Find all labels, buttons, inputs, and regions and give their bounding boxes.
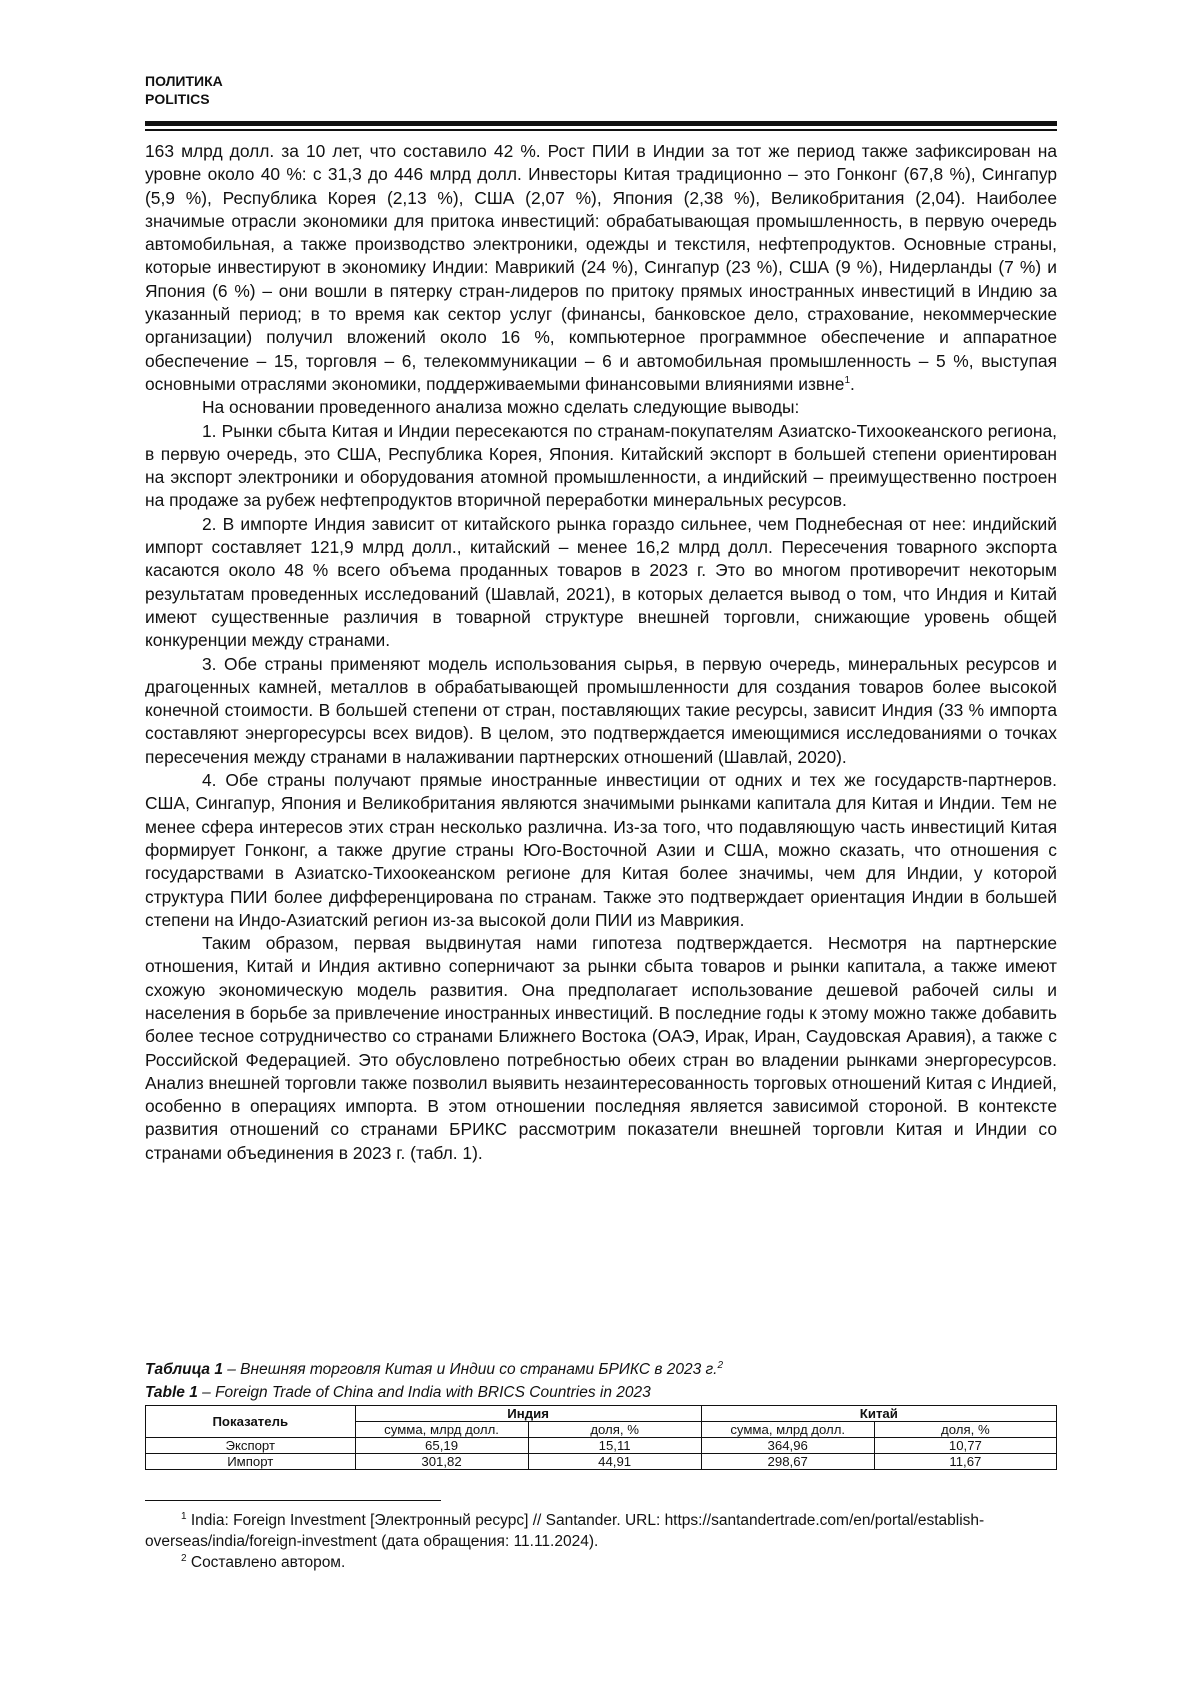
header-india: Индия xyxy=(355,1406,701,1422)
cell-china-sum: 298,67 xyxy=(701,1454,874,1470)
paragraph-summary: Таким образом, первая выдвинутая нами гипотеза подтверждается. Несмотря на партнерские отношения, Китай и Индия активно соперничают за рынки сбыта товаров и рынки капитала, а также имеют схожую экономическую модель развития. Она предполагает использование дешевой рабочей силы и населения в борьбе за привлечение иностранных инвестиций. В последние годы к этому можно также добавить более тесное сотрудничество со странами Ближнего Востока (ОАЭ, Ирак, Иран, Саудовская Аравия), а также с Российской Федерацией. Это обусловлено потребностью обеих стран во владении рынками энергоресурсов. Анализ внешней торговли также позволил выявить незаинтересованность торговых отношений Китая с Индией, особенно в операциях импорта. В этом отношении последняя является зависимой стороной. В контексте развития отношений со странами БРИКС рассмотрим показатели внешней торговли Китая и Индии со странами объединения в 2023 г. (табл. 1). xyxy=(145,933,1057,1163)
paragraph-conclusion-1: 1. Рынки сбыта Китая и Индии пересекаются по странам-покупателям Азиатско-Тихоокеанского региона, в первую очередь, это США, Республика Корея, Япония. Китайский экспорт в большей степени ориентирован на экспорт электроники и оборудования атомной промышленности, а индийский – преимущественно построен на продаже за рубеж нефтепродуктов вторичной переработки минеральных ресурсов. xyxy=(145,420,1057,511)
subheader-india-share: доля, % xyxy=(528,1422,701,1438)
section-title-ru: ПОЛИТИКА xyxy=(145,73,223,89)
row-label: Импорт xyxy=(146,1454,356,1470)
trade-table xyxy=(145,1405,1057,1470)
subheader-china-sum: сумма, млрд долл. xyxy=(701,1422,874,1438)
table-caption-en: Table 1 – Foreign Trade of China and India with BRICS Countries in 2023 xyxy=(145,1384,651,1401)
header-rule-thick xyxy=(145,121,1057,126)
cell-china-share: 10,77 xyxy=(874,1438,1056,1454)
cell-india-sum: 301,82 xyxy=(355,1454,528,1470)
footnote-ref-2: 2 xyxy=(717,1359,724,1371)
cell-india-share: 44,91 xyxy=(528,1454,701,1470)
header-rule-thin xyxy=(145,129,1057,131)
footnote-ref-1: 1 xyxy=(844,375,850,387)
paragraph-conclusion-3: 3. Обе страны применяют модель использования сырья, в первую очередь, минеральных ресурсов и драгоценных камней, металлов в обрабатывающей промышленности для создания товаров более высокой конечной стоимости. В большей степени от стран, поставляющих такие ресурсы, зависит Индия (33 % импорта составляют энергоресурсы всех видов). В целом, это подтверждается имеющимися исследованиями о точках пересечения между странами в налаживании партнерских отношений (Шавлай, 2020). xyxy=(145,653,1057,767)
header-indicator: Показатель xyxy=(146,1406,356,1438)
table-row xyxy=(146,1438,1057,1454)
footnote-2: $^2$ Составлено автором. xyxy=(181,1552,346,1571)
subheader-india-sum: сумма, млрд долл. xyxy=(355,1422,528,1438)
table-row xyxy=(146,1454,1057,1470)
header-china: Китай xyxy=(701,1406,1056,1422)
paragraph-conclusion-4: 4. Обе страны получают прямые иностранные инвестиции от одних и тех же государств-партнеров. США, Сингапур, Япония и Великобритания являются значимыми рынками капитала для Китая и Индии. Тем не менее сфера интересов этих стран несколько различна. Из-за того, что подавляющую часть инвестиций Китая формирует Гонконг, а также другие страны Юго-Восточной Азии и США, можно сказать, что отношения с государствами в Азиатско-Тихоокеанском регионе для Китая более значимы, чем для Индии, у которой структура ПИИ более дифференцирована по странам. Также это подтверждает ориентация Индии в большей степени на Индо-Азиатский регион из-за высокой доли ПИИ из Маврикия. xyxy=(145,770,1057,930)
subheader-china-share: доля, % xyxy=(874,1422,1056,1438)
cell-india-share: 15,11 xyxy=(528,1438,701,1454)
cell-china-sum: 364,96 xyxy=(701,1438,874,1454)
row-label: Экспорт xyxy=(146,1438,356,1454)
footnotes xyxy=(145,1510,1057,1573)
footnote-1: $^1$ India: Foreign Investment [Электронный ресурс] // Santander. URL: https://santandertrade.com/en/portal/establish-overseas/india/foreign-investment (дата обращения: 11.11.2024). xyxy=(145,1510,985,1550)
footnote-separator xyxy=(145,1500,441,1501)
table-caption-ru: Таблица 1 – Внешняя торговля Китая и Индии со странами БРИКС в 2023 г.$^2$ xyxy=(145,1359,724,1378)
paragraph-investments: 163 млрд долл. за 10 лет, что составило 42 %. Рост ПИИ в Индии за тот же период также зафиксирован на уровне около 40 %: с 31,3 до 446 млрд долл. Инвесторы Китая традиционно – это Гонконг (67,8 %), Сингапур (5,9 %), Республика Корея (2,13 %), США (2,07 %), Япония (2,38 %), Великобритания (2,04). Наиболее значимые отрасли экономики для притока инвестиций: обрабатывающая промышленность, в первую очередь автомобильная, а также производство электроники, одежды и текстиля, нефтепродуктов. Основные страны, которые инвестируют в экономику Индии: Маврикий (24 %), Сингапур (23 %), США (9 %), Нидерланды (7 %) и Япония (6 %) – они вошли в пятерку стран-лидеров по притоку прямых иностранных инвестиций в Индию за указанный период; в то время как сектор услуг (финансы, банковское дело, страхование, некоммерческие организации) получил вложений около 16 %, компьютерное программное обеспечение и аппаратное обеспечение – 15, торговля – 6, телекоммуникации – 6 и автомобильная промышленность – 5 %, выступая основными отраслями экономики, поддерживаемыми финансовыми влияниями извне$^1$. xyxy=(145,141,1057,394)
running-header xyxy=(145,72,223,108)
paragraph-conclusion-2: 2. В импорте Индия зависит от китайского рынка гораздо сильнее, чем Поднебесная от нее: индийский импорт составляет 121,9 млрд долл., китайский – менее 16,2 млрд долл. Пересечения товарного экспорта касаются около 48 % всего объема проданных товаров в 2023 г. Это во многом противоречит некоторым результатам проведенных исследований (Шавлай, 2021), в которых делается вывод о том, что Индия и Китай имеют существенные различия в товарной структуре внешней торговли, снижающие уровень общей конкуренции между странами. xyxy=(145,513,1057,651)
cell-india-sum: 65,19 xyxy=(355,1438,528,1454)
cell-china-share: 11,67 xyxy=(874,1454,1056,1470)
section-title-en: POLITICS xyxy=(145,91,210,107)
article-body xyxy=(145,140,1057,1165)
paragraph-conclusions-intro: На основании проведенного анализа можно сделать следующие выводы: xyxy=(202,397,800,418)
